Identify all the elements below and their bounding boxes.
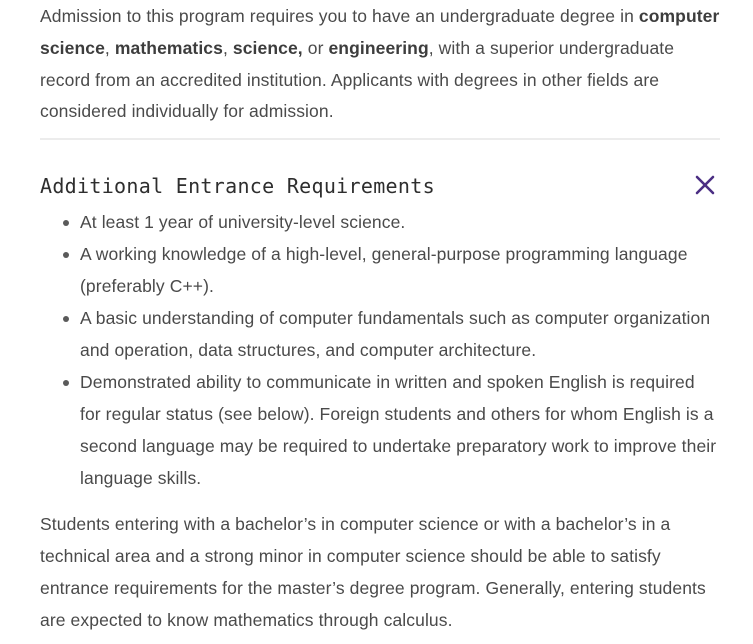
degree-field-mathematics: mathematics <box>114 37 223 58</box>
intro-separator: , <box>104 37 115 58</box>
accordion-title: Additional Entrance Requirements <box>40 174 435 199</box>
intro-separator: , <box>222 37 233 58</box>
list-item: At least 1 year of university-level science. <box>80 206 720 238</box>
intro-paragraph <box>40 1 720 128</box>
intro-text: Admission to this program requires you to have an undergraduate degree in <box>40 6 639 26</box>
requirements-list <box>40 206 720 494</box>
outro-paragraph: Students entering with a bachelor’s in computer science or with a bachelor’s in a technical area and a strong minor in computer science should be able to satisfy entrance requirements for the master’s degree program. Generally, entering students are expected to know mathematics through calculus. <box>40 514 706 631</box>
intro-text-continued: , with a superior undergraduate record from an accredited institution. Applicants with degrees in other fields are considered individually for admission. <box>40 37 675 122</box>
section-divider <box>40 138 720 140</box>
degree-field-engineering: engineering <box>328 37 429 58</box>
list-item: Demonstrated ability to communicate in written and spoken English is required for regular status (see below). Foreign students and others for whom English is a second language may be required to undertake preparatory work to improve their language skills. <box>80 366 720 494</box>
close-x-icon <box>694 174 716 196</box>
list-item: A basic understanding of computer fundamentals such as computer organization and operation, data structures, and computer architecture. <box>80 302 720 366</box>
degree-field-science: science, <box>232 37 303 58</box>
page-content <box>40 0 720 636</box>
intro-separator: or <box>302 37 329 58</box>
list-item: A working knowledge of a high-level, general-purpose programming language (preferably C++). <box>80 238 720 302</box>
close-button[interactable] <box>694 174 716 196</box>
degree-field-computer-science: computer science <box>40 6 720 58</box>
